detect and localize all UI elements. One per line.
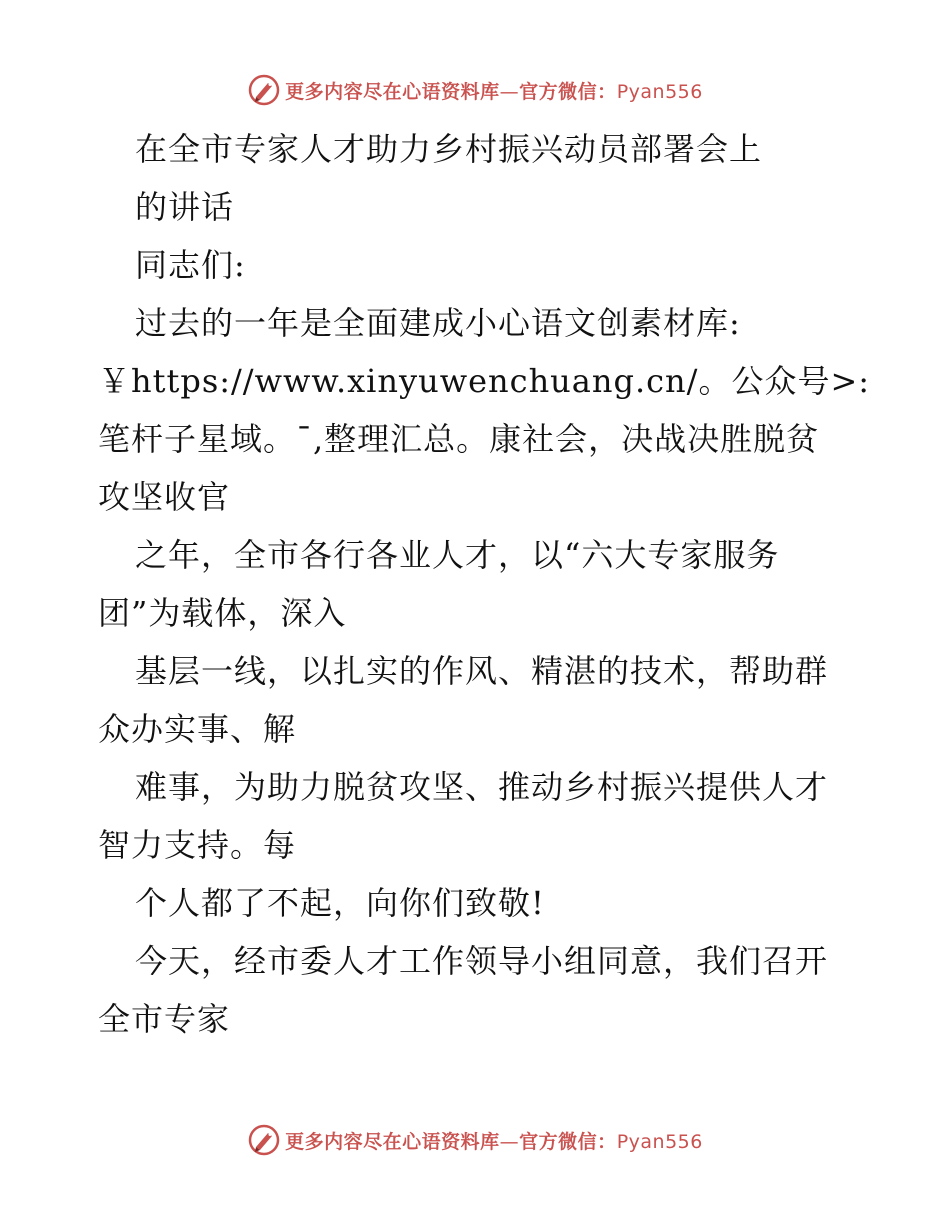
banner-separator: — [499, 1130, 520, 1153]
banner-text [285, 77, 703, 104]
paragraph-line: 智力支持。每 [98, 826, 297, 864]
banner-account: Pyan556 [616, 1130, 703, 1153]
banner-account: Pyan556 [616, 80, 703, 103]
header-banner [0, 70, 950, 110]
pen-logo-icon [247, 1123, 281, 1157]
document-title-line-2: 的讲话 [135, 188, 235, 226]
banner-wechat-label: 官方微信： [519, 1130, 617, 1153]
banner-wechat-label: 官方微信： [519, 80, 617, 103]
paragraph-line: 过去的一年是全面建成小心语文创素材库: [135, 304, 741, 342]
paragraph-line: 个人都了不起，向你们致敬! [135, 884, 545, 922]
paragraph-line: 难事，为助力脱贫攻坚、推动乡村振兴提供人才 [135, 768, 829, 806]
banner-text [285, 1127, 703, 1154]
salutation: 同志们: [135, 246, 246, 284]
paragraph-line: 全市专家 [98, 1000, 231, 1038]
paragraph-line: 攻坚收官 [98, 478, 231, 516]
paragraph-line: 今天，经市委人才工作领导小组同意，我们召开 [135, 942, 829, 980]
paragraph-line: 笔杆子星域。¯,整理汇总。康社会，决战决胜脱贫 [98, 420, 820, 458]
banner-separator: — [499, 80, 520, 103]
paragraph-line: ￥https://www.xinyuwenchuang.cn/。公众号>: [98, 362, 871, 400]
paragraph-line: 众办实事、解 [98, 710, 297, 748]
document-body [98, 120, 871, 1048]
paragraph-line: 团”为载体，深入 [98, 594, 347, 632]
document-title-line-1: 在全市专家人才助力乡村振兴动员部署会上 [135, 130, 763, 168]
banner-site-text: 更多内容尽在心语资料库 [285, 1130, 500, 1153]
paragraph-line: 基层一线，以扎实的作风、精湛的技术，帮助群 [135, 652, 829, 690]
footer-banner [0, 1120, 950, 1160]
banner-site-text: 更多内容尽在心语资料库 [285, 80, 500, 103]
paragraph-line: 之年，全市各行各业人才，以“六大专家服务 [135, 536, 780, 574]
pen-logo-icon [247, 73, 281, 107]
